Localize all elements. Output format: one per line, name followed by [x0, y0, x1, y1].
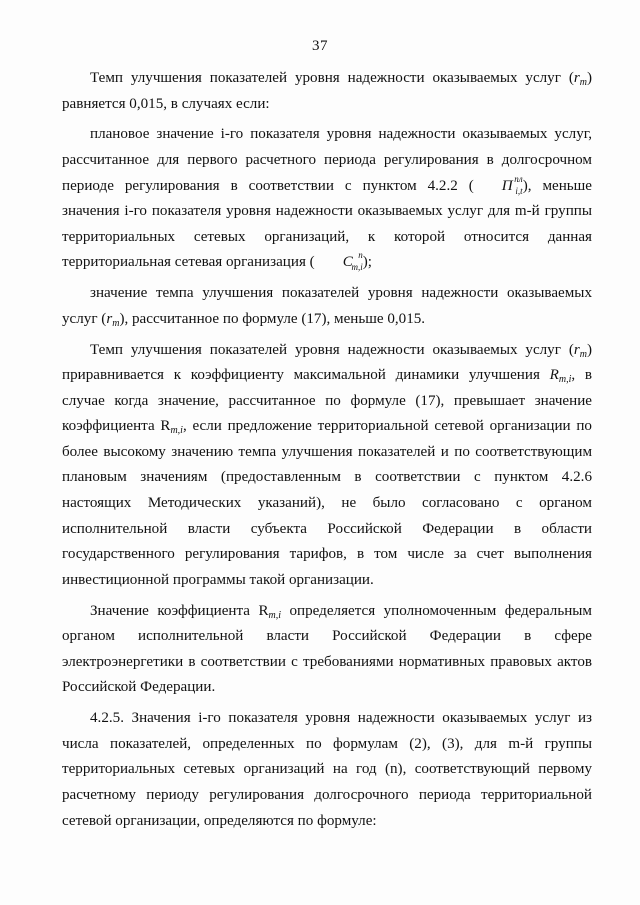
symbol-planned-indicator [474, 174, 523, 200]
variable-r: r [573, 341, 580, 358]
text-run: ) приравнивается к коэффициенту максимальной динамики улучшения [62, 341, 592, 384]
paragraph-rate-equals-coefficient [62, 338, 592, 594]
paragraph-rate-value [62, 281, 592, 332]
text-run: ), меньше значения i-го показателя уровня надежности оказываемых услуг для m-й группы территориальных сетевых организаций, к которой относится данная территориальная сетевая организация ( [62, 177, 592, 271]
symbol-subscript: m,i [351, 262, 363, 273]
text-run: Значение коэффициента R [90, 602, 269, 619]
paragraph-section-4-2-5 [62, 706, 592, 834]
subscript-m: m [579, 348, 587, 360]
subscript-mi: m,i [268, 609, 282, 621]
symbol-base: П [501, 177, 513, 194]
paragraph-planned-value [62, 122, 592, 276]
paragraph-coefficient-definition [62, 599, 592, 701]
text-run: ), рассчитанное по формуле (17), меньше 0,015. [119, 310, 426, 327]
symbol-base: C [342, 254, 353, 271]
subscript-mi: m,i [170, 425, 183, 437]
text-run: ); [362, 254, 373, 271]
symbol-group-indicator [315, 250, 363, 276]
symbol-superscript: пл [514, 173, 523, 184]
text-run: Темп улучшения показателей уровня надежности оказываемых услуг ( [90, 341, 574, 358]
subscript-m: m [112, 317, 120, 329]
variable-r: r [573, 70, 580, 86]
page-number: 37 [312, 38, 328, 54]
paragraph-rate-condition [62, 66, 592, 117]
text-run: 4.2.5. Значения i-го показателя уровня надежности оказываемых услуг из числа показателей, определенных по формулам (2), (3), для m-й группы территориальных сетевых организаций на год (n), соответствующий первому расчетному периоду регулирования долгосрочного периода территориальной сетевой организации, определяются по формуле: [62, 710, 592, 829]
text-run: значение темпа улучшения показателей уровня надежности оказываемых услуг ( [62, 285, 592, 327]
text-run: плановое значение i-го показателя уровня надежности оказываемых услуг, рассчитанное для первого расчетного периода регулирования в долгосрочном периоде регулирования в соответствии с пунктом 4.2.2 ( [62, 126, 592, 194]
text-run: ) равняется 0,015, в случаях если: [62, 70, 592, 112]
text-run: , в случае когда значение, рассчитанное по формуле (17), превышает значение коэффициента R [62, 367, 592, 435]
text-run: , если предложение территориальной сетевой организации по более высокому значению темпа улучшения показателей и по соответствующим плановым значениям (предоставленным в соответствии с пунктом 4.2.6 настоящих Методических указаний), не было согласовано с органом исполнительной власти субъекта Российской Федерации в области государственного регулирования тарифов, в том числе за счет выполнения инвестиционной программы такой организации. [62, 418, 592, 588]
symbol-subscript: i,t [515, 185, 523, 196]
subscript-m: m [579, 77, 587, 88]
variable-r: r [106, 310, 113, 327]
document-body [62, 66, 592, 839]
variable-R: R [549, 367, 559, 384]
text-run: определяется уполномоченным федеральным органом исполнительной власти Российской Федерации в сфере электроэнергетики в соответствии с требованиями нормативных правовых актов Российской Федерации. [62, 602, 592, 696]
symbol-superscript: n [358, 250, 363, 261]
text-run: Темп улучшения показателей уровня надежности оказываемых услуг ( [90, 70, 574, 86]
subscript-mi: m,i [558, 374, 572, 386]
